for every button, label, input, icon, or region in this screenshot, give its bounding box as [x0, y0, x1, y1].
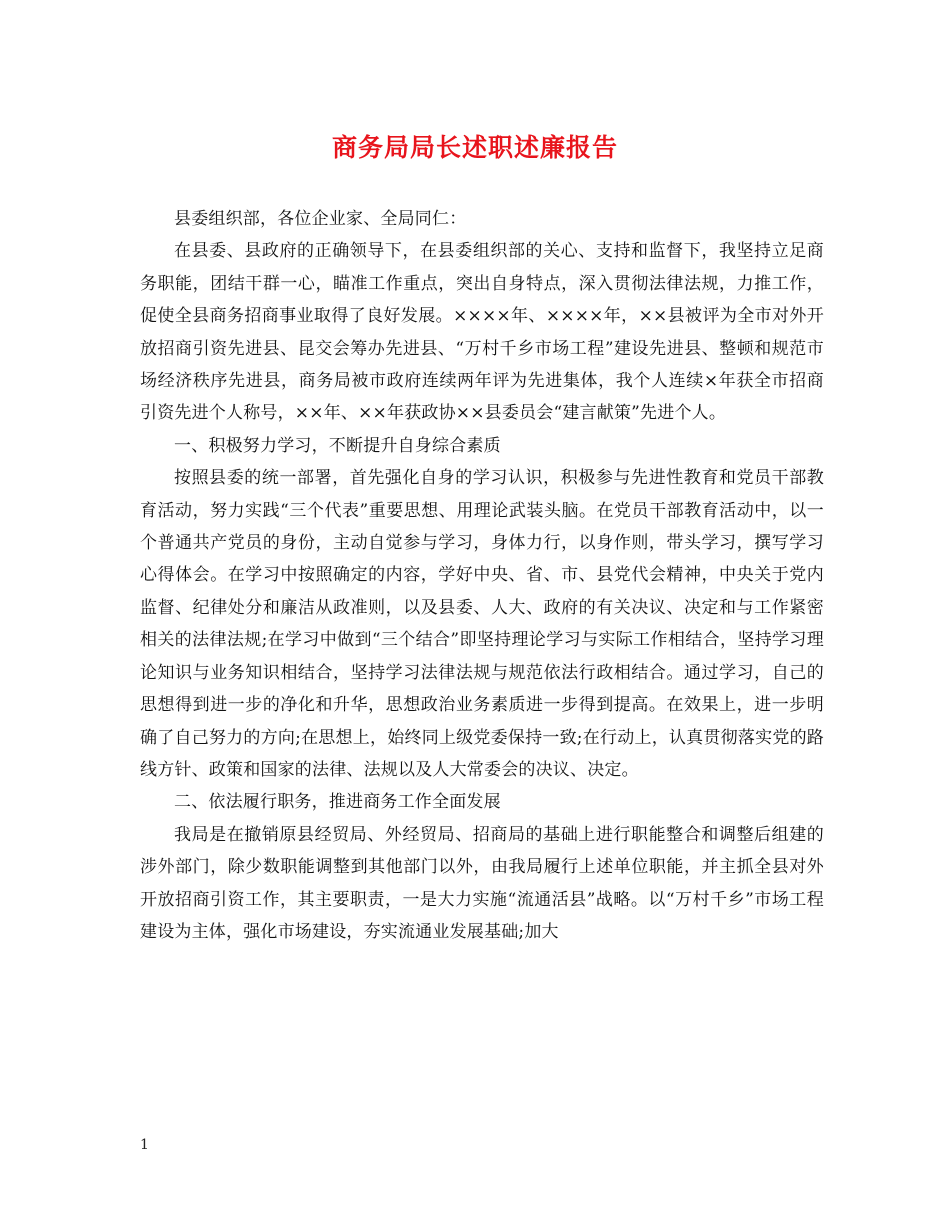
section-2-paragraph: 我局是在撤销原县经贸局、外经贸局、招商局的基础上进行职能整合和调整后组建的涉外部门，除少数职能调整到其他部门以外，由我局履行上述单位职能，并主抓全县对外开放招商引资工作，其主要职责，一是大力实施“流通活县”战略。以“万村千乡”市场工程建设为主体，强化市场建设，夯实流通业发展基础;加大 — [140, 824, 824, 942]
section-heading-1: 一、积极努力学习，不断提升自身综合素质 — [174, 435, 501, 456]
section-heading-2: 二、依法履行职务，推进商务工作全面发展 — [174, 792, 501, 813]
section-1-paragraph: 按照县委的统一部署，首先强化自身的学习认识，积极参与先进性教育和党员干部教育活动，努力实践“三个代表”重要思想、用理论武装头脑。在党员干部教育活动中，以一个普通共产党员的身份，主动自觉参与学习，身体力行，以身作则，带头学习，撰写学习心得体会。在学习中按照确定的内容，学好中央、省、市、县党代会精神，中央关于党内监督、纪律处分和廉洁从政准则，以及县委、人大、政府的有关决议、决定和与工作紧密相关的法律法规;在学习中做到“三个结合”即坚持理论学习与实际工作相结合，坚持学习理论知识与业务知识相结合，坚持学习法律法规与规范依法行政相结合。通过学习，自己的思想得到进一步的净化和升华，思想政治业务素质进一步得到提高。在效果上，进一步明确了自己努力的方向;在思想上，始终同上级党委保持一致;在行动上，认真贯彻落实党的路线方针、政策和国家的法律、法规以及人大常委会的决议、决定。 — [140, 468, 824, 780]
page-number: 1 — [140, 1137, 149, 1153]
document-title: 商务局局长述职述廉报告 — [331, 133, 618, 162]
intro-paragraph: 在县委、县政府的正确领导下，在县委组织部的关心、支持和监督下，我坚持立足商务职能，团结干群一心，瞄准工作重点，突出自身特点，深入贯彻法律法规，力推工作，促使全县商务招商事业取得了良好发展。××××年、××××年，××县被评为全市对外开放招商引资先进县、昆交会筹办先进县、“万村千乡市场工程”建设先进县、整顿和规范市场经济秩序先进县，商务局被市政府连续两年评为先进集体，我个人连续×年获全市招商引资先进个人称号，××年、××年获政协××县委员会“建言献策”先进个人。 — [140, 241, 824, 424]
salutation-paragraph: 县委组织部，各位企业家、全局同仁： — [174, 209, 467, 229]
document-body — [140, 203, 824, 948]
